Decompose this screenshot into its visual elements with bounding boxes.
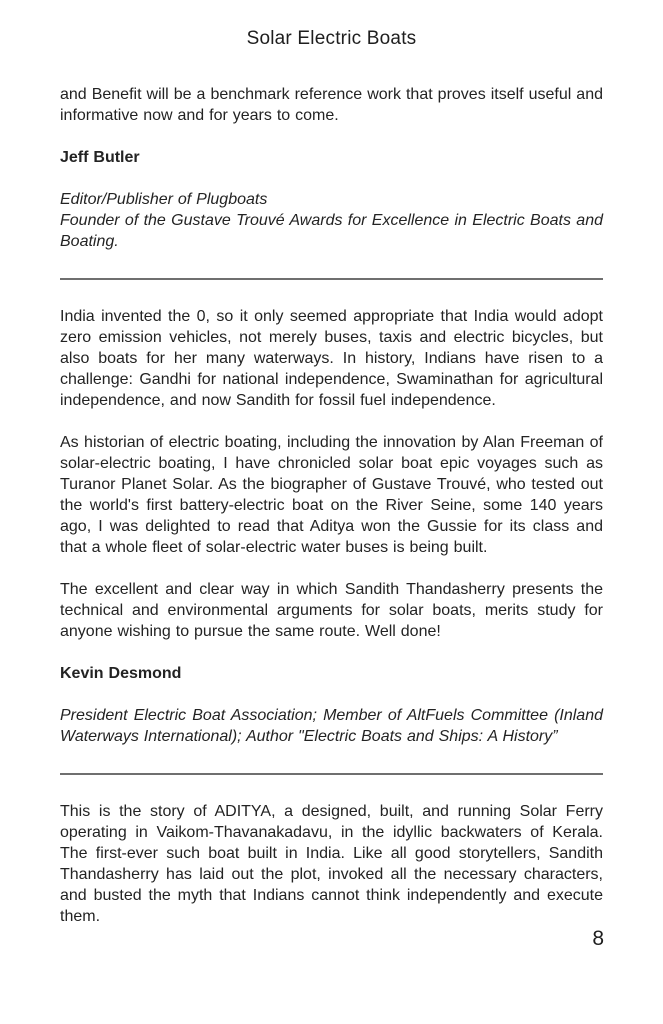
section-divider — [60, 773, 603, 775]
endorser-name-jeff-butler: Jeff Butler — [60, 149, 140, 166]
section-divider — [60, 278, 603, 280]
credentials-line: Editor/Publisher of Plugboats — [60, 191, 268, 208]
page-title: Solar Electric Boats — [246, 28, 417, 49]
closing-paragraph: This is the story of ADITYA, a designed, built, and running Solar Ferry operating in Vaikom-Thavanakadavu, in the idyllic backwaters of Kerala. The first-ever such boat built in India. Like all good storytellers, Sandith Thandasherry has laid out the plot, invoked all the necessary characters, and busted the myth that Indians cannot think independently and execute them. — [60, 803, 603, 925]
page-number: 8 — [592, 927, 604, 950]
endorsement-paragraph: India invented the 0, so it only seemed appropriate that India would adopt zero emission vehicles, not merely buses, taxis and electric bicycles, but also boats for her many waterways. In history, Indians have risen to a challenge: Gandhi for national independence, Swaminathan for agricultural independence, and now Sandith for fossil fuel independence. — [60, 308, 603, 409]
endorsement-paragraph: As historian of electric boating, including the innovation by Alan Freeman of solar-electric boating, I have chronicled solar boat epic voyages such as Turanor Planet Solar. As the biographer of Gustave Trouvé, who tested out the world's first battery-electric boat on the River Seine, some 140 years ago, I was delighted to read that Aditya won the Gussie for its class and that a whole fleet of solar-electric water buses is being built. — [60, 434, 603, 556]
endorser-credentials-kevin-desmond: President Electric Boat Association; Member of AltFuels Committee (Inland Waterways International); Author "Electric Boats and Ships: A History” — [60, 707, 603, 745]
endorser-name-kevin-desmond: Kevin Desmond — [60, 665, 182, 682]
endorser-credentials-jeff-butler — [60, 189, 603, 252]
endorsement-paragraph: The excellent and clear way in which Sandith Thandasherry presents the technical and environmental arguments for solar boats, merits study for anyone wishing to pursue the same route. Well done! — [60, 581, 603, 640]
credentials-line: Founder of the Gustave Trouvé Awards for Excellence in Electric Boats and Boating. — [60, 212, 603, 250]
intro-paragraph: and Benefit will be a benchmark reference work that proves itself useful and informative now and for years to come. — [60, 86, 603, 124]
